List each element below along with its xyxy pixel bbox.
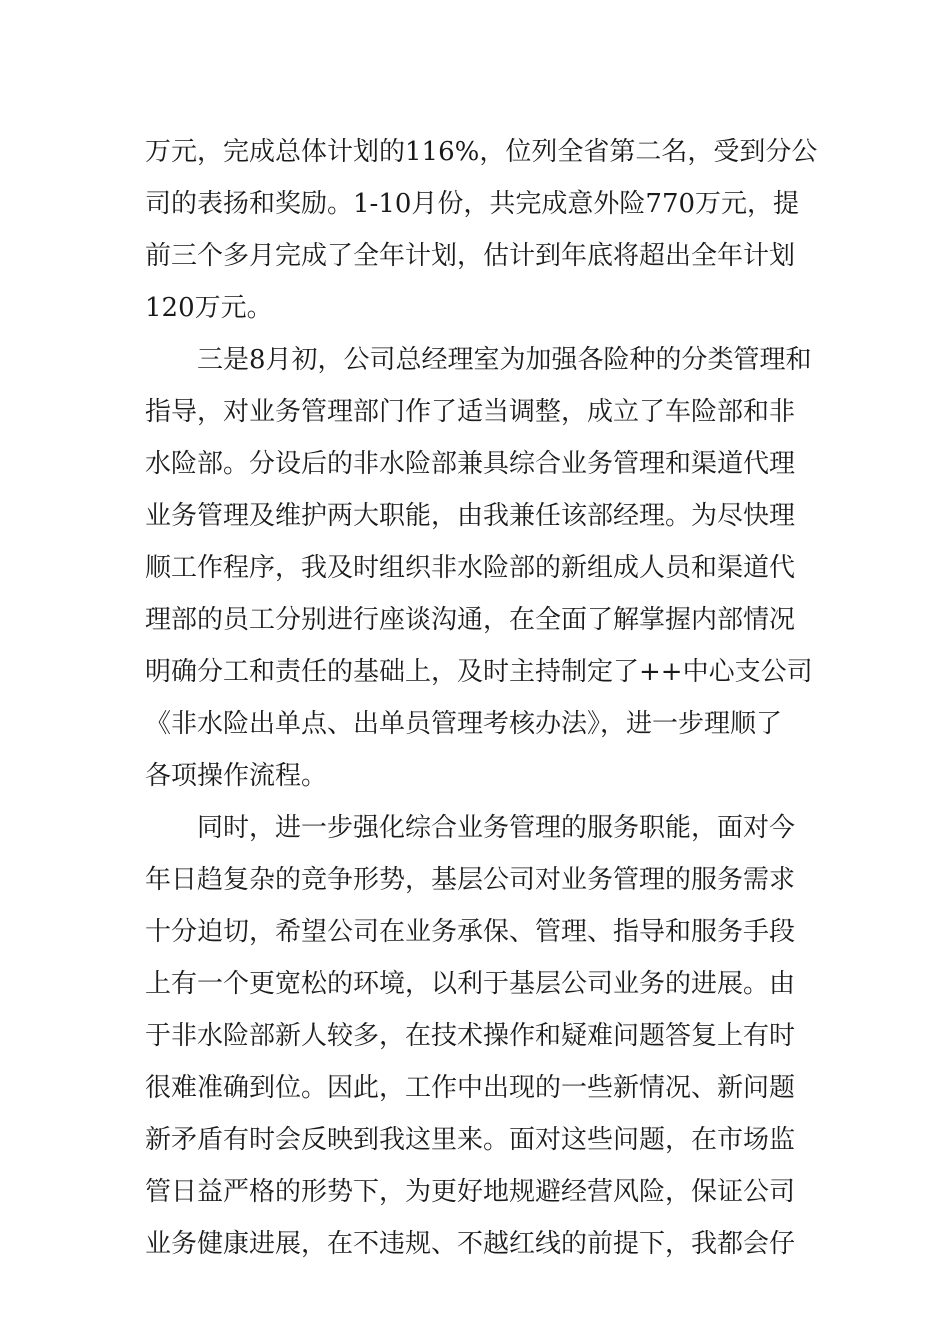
- text-line: 顺工作程序，我及时组织非水险部的新组成人员和渠道代: [145, 553, 796, 583]
- text-line: 很难准确到位。因此，工作中出现的一些新情况、新问题: [145, 1073, 796, 1103]
- text-line: 前三个多月完成了全年计划，估计到年底将超出全年计划: [145, 241, 796, 271]
- body-text: [145, 126, 817, 1270]
- text-line: 司的表扬和奖励。1-10月份，共完成意外险770万元，提: [145, 189, 800, 219]
- text-line: 120万元。: [145, 293, 273, 323]
- text-line: 上有一个更宽松的环境，以利于基层公司业务的进展。由: [145, 969, 796, 999]
- text-line: 水险部。分设后的非水险部兼具综合业务管理和渠道代理: [145, 449, 796, 479]
- text-line: 明确分工和责任的基础上，及时主持制定了++中心支公司: [145, 657, 813, 687]
- text-line: 指导，对业务管理部门作了适当调整，成立了车险部和非: [145, 397, 796, 427]
- text-line: 年日趋复杂的竞争形势，基层公司对业务管理的服务需求: [145, 865, 796, 895]
- text-line: 新矛盾有时会反映到我这里来。面对这些问题，在市场监: [145, 1125, 796, 1155]
- text-line: 业务管理及维护两大职能，由我兼任该部经理。为尽快理: [145, 501, 796, 531]
- text-line: 理部的员工分别进行座谈沟通，在全面了解掌握内部情况: [145, 605, 796, 635]
- text-line: 于非水险部新人较多，在技术操作和疑难问题答复上有时: [145, 1021, 796, 1051]
- text-line: 各项操作流程。: [145, 761, 328, 791]
- text-line: 《非水险出单点、出单员管理考核办法》，进一步理顺了: [145, 709, 783, 739]
- paragraph-first-line: 同时，进一步强化综合业务管理的服务职能，面对今: [197, 813, 796, 843]
- paragraph-first-line: 三是8月初，公司总经理室为加强各险种的分类管理和: [197, 345, 812, 375]
- text-line: 万元，完成总体计划的116%，位列全省第二名，受到分公: [145, 137, 817, 167]
- text-line: 业务健康进展，在不违规、不越红线的前提下，我都会仔: [145, 1229, 796, 1259]
- text-line: 管日益严格的形势下，为更好地规避经营风险，保证公司: [145, 1177, 796, 1207]
- text-line: 十分迫切，希望公司在业务承保、管理、指导和服务手段: [145, 917, 796, 947]
